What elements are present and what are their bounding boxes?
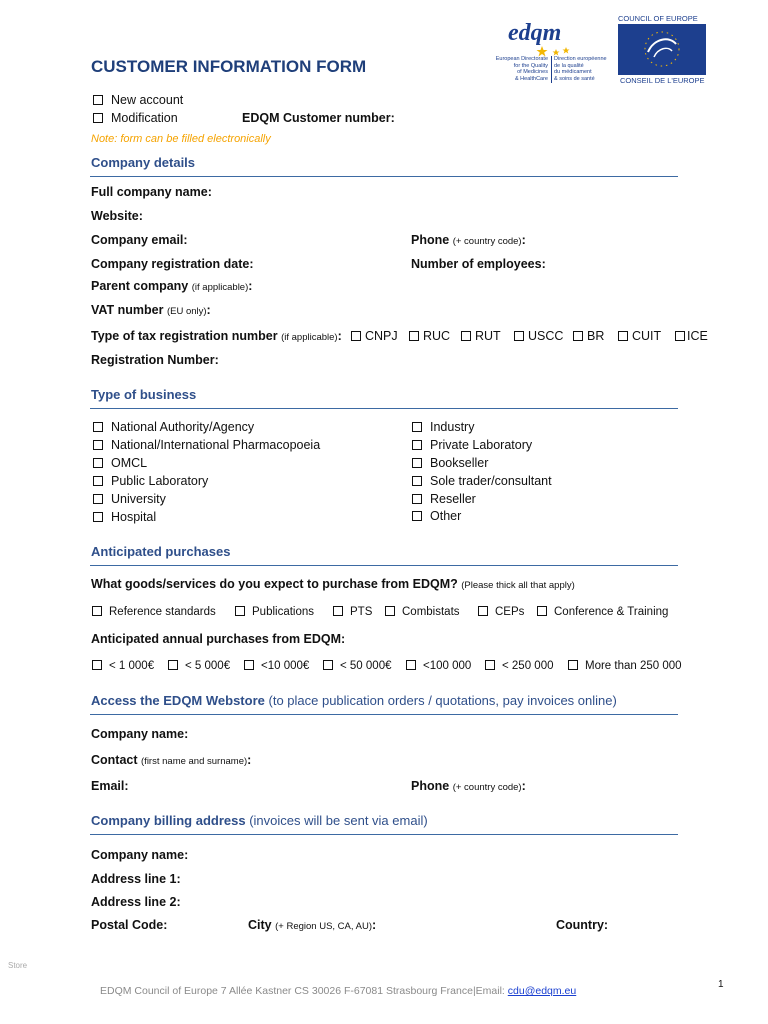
tax-checkbox[interactable] xyxy=(618,331,628,341)
business-option-label: National Authority/Agency xyxy=(111,420,255,434)
annual-option-label: More than 250 000 xyxy=(585,660,682,672)
annual-checkbox[interactable] xyxy=(485,660,495,670)
customer-number-label: EDQM Customer number: xyxy=(242,111,395,125)
annual-option[interactable] xyxy=(485,660,553,672)
footer-email-link[interactable]: cdu@edqm.eu xyxy=(507,985,577,997)
annual-option[interactable] xyxy=(244,660,309,672)
webstore-contact-label: Contact (first name and surname): xyxy=(91,753,252,767)
goods-checkbox[interactable] xyxy=(92,606,102,616)
goods-option[interactable] xyxy=(478,606,524,618)
section-divider xyxy=(90,714,678,715)
edqm-en-line: for the Quality xyxy=(513,62,548,69)
business-option[interactable] xyxy=(412,420,474,434)
tax-option-cuit[interactable] xyxy=(618,329,661,343)
billing-postal-code-label: Postal Code: xyxy=(91,918,168,932)
tax-checkbox[interactable] xyxy=(675,331,685,341)
edqm-en-line: & HealthCare xyxy=(514,75,548,82)
annual-option-label: < 50 000€ xyxy=(340,660,392,672)
tax-option-br[interactable] xyxy=(573,329,604,343)
business-checkbox[interactable] xyxy=(93,422,103,432)
modification-label: Modification xyxy=(111,111,178,125)
modification-option[interactable] xyxy=(93,111,178,125)
business-option[interactable] xyxy=(412,456,488,470)
business-option-label: Hospital xyxy=(111,510,157,524)
tax-checkbox[interactable] xyxy=(461,331,471,341)
annual-checkbox[interactable] xyxy=(568,660,578,670)
tax-type-label: Type of tax registration number (if applicable): xyxy=(91,329,342,343)
annual-option-label: < 250 000 xyxy=(502,660,554,672)
business-option-label: National/International Pharmacopoeia xyxy=(111,438,321,452)
annual-option[interactable] xyxy=(323,660,391,672)
business-option[interactable] xyxy=(93,438,320,452)
tax-option-ruc[interactable] xyxy=(409,329,450,343)
webstore-contact-note: (first name and surname) xyxy=(141,756,248,767)
business-checkbox[interactable] xyxy=(93,476,103,486)
parent-company-text: Parent company xyxy=(91,279,189,293)
business-option-label: Other xyxy=(430,509,462,523)
goods-question-note: (Please thick all that apply) xyxy=(461,580,575,591)
goods-checkbox[interactable] xyxy=(385,606,395,616)
business-option[interactable] xyxy=(412,492,476,506)
goods-checkbox[interactable] xyxy=(537,606,547,616)
goods-question-text: What goods/services do you expect to purchase from EDQM? xyxy=(91,577,458,591)
registration-number-label: Registration Number: xyxy=(91,353,219,367)
tax-option-cnpj[interactable] xyxy=(351,329,398,343)
new-account-label: New account xyxy=(111,93,184,107)
tax-option-label: BR xyxy=(587,329,605,343)
business-checkbox[interactable] xyxy=(412,440,422,450)
new-account-option[interactable] xyxy=(93,93,183,107)
goods-option-label: Combistats xyxy=(402,606,460,618)
edqm-logo xyxy=(494,18,610,86)
goods-option-label: Reference standards xyxy=(109,606,216,618)
webstore-company-name-label: Company name: xyxy=(91,727,189,741)
edqm-fr-line: de la qualité xyxy=(554,62,584,69)
webstore-contact-text: Contact xyxy=(91,753,138,767)
annual-option[interactable] xyxy=(406,660,471,672)
goods-checkbox[interactable] xyxy=(333,606,343,616)
annual-purchases-label: Anticipated annual purchases from EDQM: xyxy=(91,632,346,646)
billing-city-label: City (+ Region US, CA, AU): xyxy=(248,918,377,932)
coe-logo-top-text: COUNCIL OF EUROPE xyxy=(618,14,698,23)
edqm-logo-divider xyxy=(551,56,552,83)
annual-option[interactable] xyxy=(92,660,154,672)
registration-date-label: Company registration date: xyxy=(91,257,254,271)
vat-number-text: VAT number xyxy=(91,303,164,317)
annual-checkbox[interactable] xyxy=(168,660,178,670)
tax-option-label: RUC xyxy=(423,329,451,343)
business-option[interactable] xyxy=(412,438,532,452)
business-option-label: OMCL xyxy=(111,456,148,470)
tax-option-uscc[interactable] xyxy=(514,329,563,343)
tax-option-label: USCC xyxy=(528,329,564,343)
business-checkbox[interactable] xyxy=(412,494,422,504)
goods-option[interactable] xyxy=(333,606,372,618)
annual-option-label: <100 000 xyxy=(423,660,472,672)
section-divider xyxy=(90,408,678,409)
goods-checkbox[interactable] xyxy=(235,606,245,616)
vat-number-label: VAT number (EU only): xyxy=(91,303,211,317)
vat-number-note: (EU only) xyxy=(166,306,207,317)
page-number: 1 xyxy=(718,979,724,990)
business-option-label: Sole trader/consultant xyxy=(430,474,552,488)
business-option-label: Private Laboratory xyxy=(430,438,533,452)
section-type-of-business: Type of business xyxy=(91,387,197,402)
section-billing-address xyxy=(91,813,428,828)
business-option-label: Reseller xyxy=(430,492,476,506)
billing-city-text: City xyxy=(248,918,272,932)
goods-option-label: CEPs xyxy=(495,606,525,618)
footer-address-text: EDQM Council of Europe 7 Allée Kastner CS 30026 F-67081 Strasbourg France|Email: xyxy=(100,985,505,997)
business-option-label: Public Laboratory xyxy=(111,474,209,488)
business-option-label: Industry xyxy=(430,420,475,434)
footer-address xyxy=(100,985,576,997)
business-option[interactable] xyxy=(93,492,166,506)
edqm-french-name xyxy=(554,56,607,82)
business-checkbox[interactable] xyxy=(412,422,422,432)
business-option-label: University xyxy=(111,492,166,506)
edqm-fr-line: & soins de santé xyxy=(554,75,595,82)
annual-checkbox[interactable] xyxy=(244,660,254,670)
electronic-fill-note: Note: form can be filled electronically xyxy=(91,133,271,145)
tax-option-label: CUIT xyxy=(632,329,662,343)
coe-logo xyxy=(618,24,706,75)
edqm-logo-wordmark: edqm xyxy=(508,20,562,46)
tax-option-label: CNPJ xyxy=(365,329,398,343)
tax-option-rut[interactable] xyxy=(461,329,501,343)
business-checkbox[interactable] xyxy=(412,458,422,468)
tax-checkbox[interactable] xyxy=(514,331,524,341)
annual-checkbox[interactable] xyxy=(406,660,416,670)
goods-option[interactable] xyxy=(92,606,216,618)
goods-option[interactable] xyxy=(235,606,314,618)
webstore-heading-sub: (to place publication orders / quotations, pay invoices online) xyxy=(268,693,617,708)
annual-option-label: < 1 000€ xyxy=(109,660,155,672)
tax-option-label: RUT xyxy=(475,329,501,343)
business-option[interactable] xyxy=(412,474,552,488)
business-checkbox[interactable] xyxy=(93,494,103,504)
tax-option-label: ICE xyxy=(687,329,708,343)
goods-option-label: Publications xyxy=(252,606,315,618)
webstore-heading-text: Access the EDQM Webstore xyxy=(91,693,265,708)
section-webstore xyxy=(91,693,617,708)
phone-label: Phone (+ country code): xyxy=(411,233,526,247)
billing-heading-sub: (invoices will be sent via email) xyxy=(249,813,428,828)
billing-country-label: Country: xyxy=(556,918,609,932)
tax-checkbox[interactable] xyxy=(409,331,419,341)
form-title: CUSTOMER INFORMATION FORM xyxy=(91,57,367,76)
phone-note: (+ country code) xyxy=(452,236,522,247)
billing-address1-label: Address line 1: xyxy=(91,872,181,886)
goods-option-label: PTS xyxy=(350,606,373,618)
tax-checkbox[interactable] xyxy=(351,331,361,341)
business-option[interactable] xyxy=(93,474,208,488)
annual-option-label: < 5 000€ xyxy=(185,660,231,672)
business-checkbox[interactable] xyxy=(93,458,103,468)
goods-option-label: Conference & Training xyxy=(554,606,669,618)
tax-type-text: Type of tax registration number xyxy=(91,329,278,343)
full-company-name-label: Full company name: xyxy=(91,185,212,199)
edqm-english-name xyxy=(494,56,548,82)
goods-checkbox[interactable] xyxy=(478,606,488,616)
business-checkbox[interactable] xyxy=(412,511,422,521)
store-watermark: Store xyxy=(8,961,28,970)
goods-question xyxy=(91,577,575,591)
section-divider xyxy=(90,176,678,177)
edqm-en-line: of Medicines xyxy=(517,69,548,75)
billing-city-note: (+ Region US, CA, AU) xyxy=(275,921,372,932)
billing-heading-text: Company billing address xyxy=(91,813,246,828)
section-company-details: Company details xyxy=(91,155,196,170)
business-option[interactable] xyxy=(93,420,254,434)
parent-company-label: Parent company (if applicable): xyxy=(91,279,253,293)
website-label: Website: xyxy=(91,209,143,223)
annual-checkbox[interactable] xyxy=(92,660,102,670)
webstore-phone-label: Phone (+ country code): xyxy=(411,779,526,793)
business-option[interactable] xyxy=(412,509,461,523)
tax-checkbox[interactable] xyxy=(573,331,583,341)
goods-option[interactable] xyxy=(385,606,460,618)
section-divider xyxy=(90,834,678,835)
billing-company-name-label: Company name: xyxy=(91,848,189,862)
edqm-fr-line: du médicament xyxy=(554,69,592,75)
webstore-phone-note: (+ country code) xyxy=(452,782,522,793)
modification-checkbox[interactable] xyxy=(93,113,103,123)
business-checkbox[interactable] xyxy=(412,476,422,486)
section-anticipated-purchases: Anticipated purchases xyxy=(91,544,231,559)
business-checkbox[interactable] xyxy=(93,512,103,522)
edqm-en-line: European Directorate xyxy=(495,56,548,62)
business-option-label: Bookseller xyxy=(430,456,489,470)
business-checkbox[interactable] xyxy=(93,440,103,450)
webstore-phone-text: Phone xyxy=(411,779,450,793)
annual-option[interactable] xyxy=(168,660,230,672)
employees-label: Number of employees: xyxy=(411,257,546,271)
phone-label-text: Phone xyxy=(411,233,450,247)
business-option[interactable] xyxy=(93,456,147,470)
billing-address2-label: Address line 2: xyxy=(91,895,181,909)
annual-option[interactable] xyxy=(568,660,682,672)
tax-option-ice[interactable] xyxy=(675,329,708,343)
section-divider xyxy=(90,565,678,566)
business-option[interactable] xyxy=(93,510,156,524)
coe-emblem-icon xyxy=(618,24,706,75)
goods-option[interactable] xyxy=(537,606,668,618)
tax-type-note: (if applicable) xyxy=(281,332,338,343)
parent-company-note: (if applicable) xyxy=(191,282,249,293)
company-email-label: Company email: xyxy=(91,233,188,247)
annual-checkbox[interactable] xyxy=(323,660,333,670)
webstore-email-label: Email: xyxy=(91,779,129,793)
coe-logo-bottom-text: CONSEIL DE L'EUROPE xyxy=(620,76,705,85)
new-account-checkbox[interactable] xyxy=(93,95,103,105)
edqm-fr-line: Direction européenne xyxy=(554,56,607,62)
annual-option-label: <10 000€ xyxy=(261,660,310,672)
